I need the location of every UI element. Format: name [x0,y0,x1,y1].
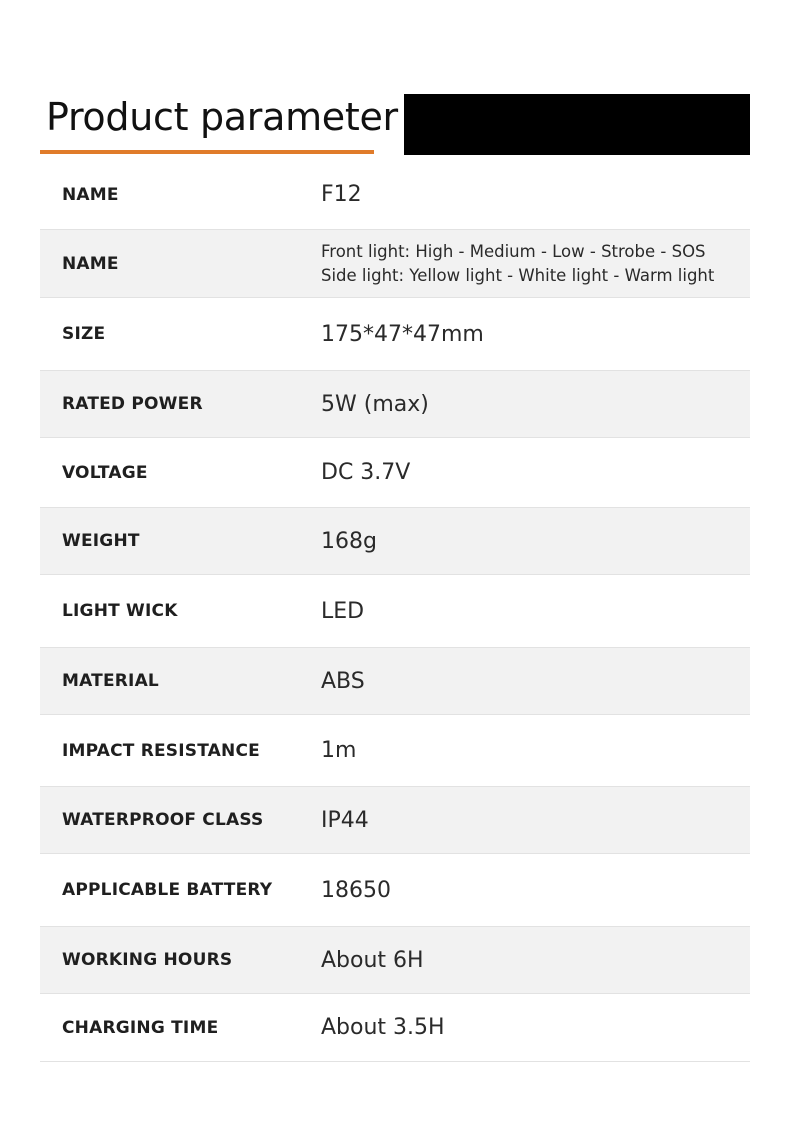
row-value: 168g [321,528,377,554]
table-row [40,438,750,508]
redacted-block [404,94,750,155]
row-label: LIGHT WICK [62,601,178,621]
table-row [40,160,750,230]
row-value: 5W (max) [321,391,429,417]
table-row [40,371,750,438]
row-label: WORKING HOURS [62,950,233,970]
row-value-line: Side light: Yellow light - White light - Warm light [321,265,715,285]
row-value: 175*47*47mm [321,321,484,347]
table-row [40,230,750,298]
row-label: NAME [62,184,119,205]
row-value: DC 3.7V [321,460,411,485]
table-row [40,648,750,715]
row-value: ABS [321,668,365,694]
row-label: APPLICABLE BATTERY [62,880,273,900]
row-value: 1m [321,738,357,763]
table-row [40,508,750,575]
table-row [40,298,750,371]
row-label: MATERIAL [62,671,159,691]
row-label: SIZE [62,324,106,344]
row-value [321,230,714,297]
table-row [40,787,750,854]
title-underline [40,150,374,154]
row-value: F12 [321,182,362,207]
row-label: WATERPROOF CLASS [62,810,264,830]
table-row [40,994,750,1062]
table-row [40,854,750,927]
row-value: LED [321,598,365,624]
row-value: 18650 [321,877,391,903]
row-label: RATED POWER [62,394,203,414]
row-label: NAME [62,253,119,274]
table-row [40,575,750,648]
parameter-table [40,160,750,1062]
row-value: IP44 [321,807,369,833]
row-value: About 6H [321,947,424,973]
row-value-line: Front light: High - Medium - Low - Strobe - SOS [321,241,706,261]
row-label: VOLTAGE [62,462,148,483]
row-label: CHARGING TIME [62,1017,219,1038]
row-value: About 3.5H [321,1015,445,1040]
row-label: IMPACT RESISTANCE [62,740,260,761]
table-row [40,715,750,787]
page-title: Product parameter [46,95,398,139]
table-row [40,927,750,994]
row-label: WEIGHT [62,531,140,551]
